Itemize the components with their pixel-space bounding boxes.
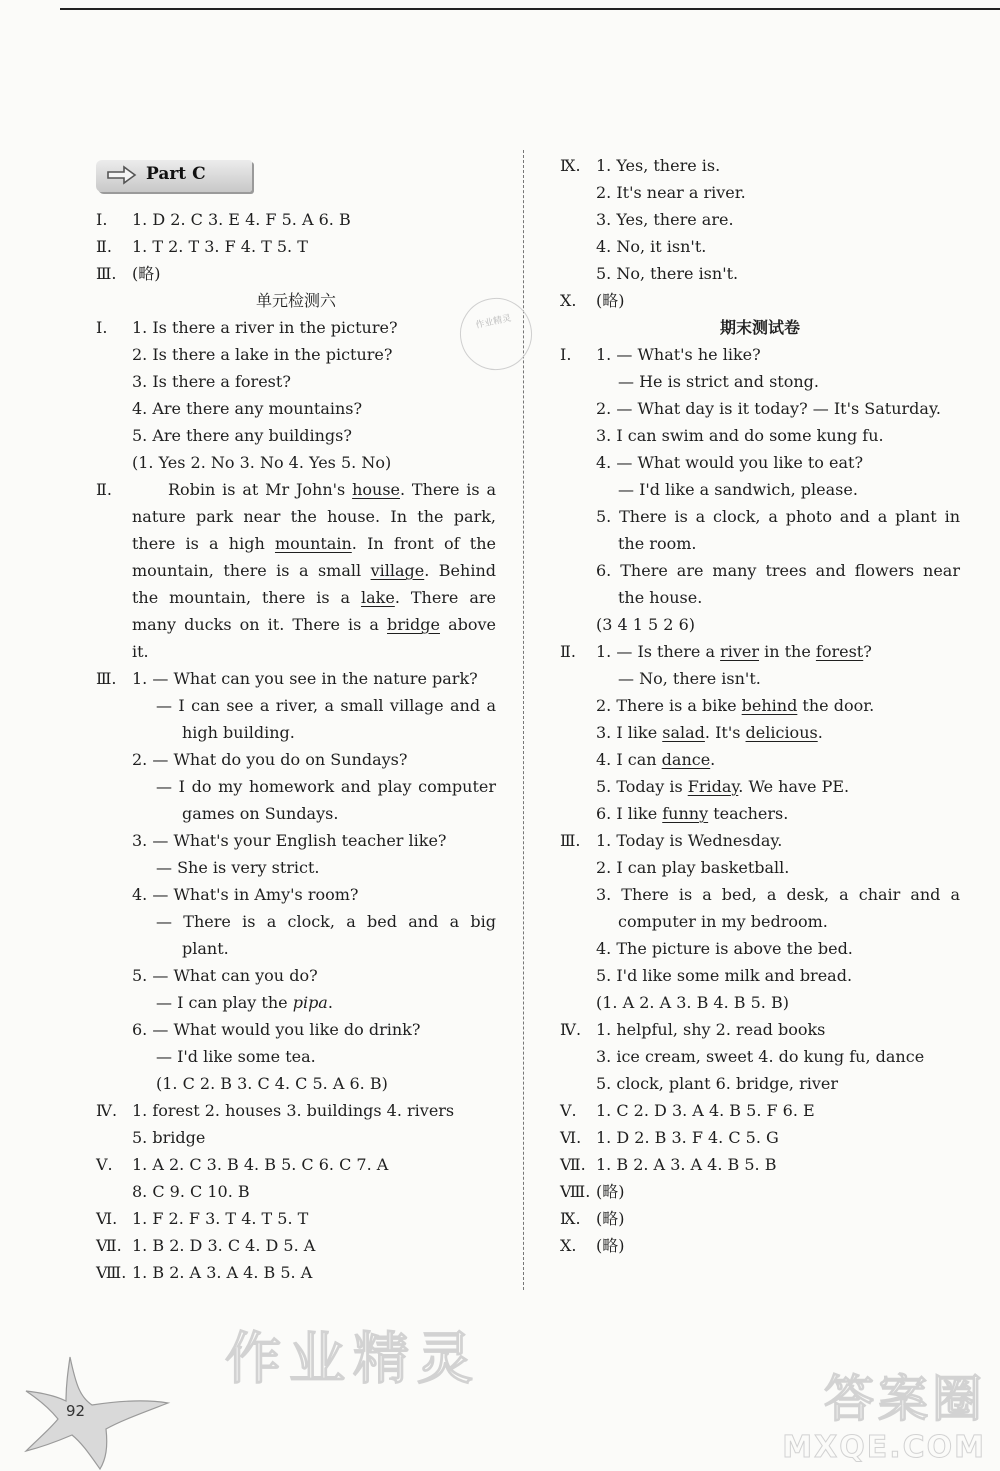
answer-line: 5. I'd like some milk and bread. xyxy=(596,966,853,985)
corner-watermark-logo: 答案圈 xyxy=(824,1370,986,1428)
answer-line: Ⅲ. 1. Today is Wednesday. xyxy=(560,827,960,854)
final-section-3-10 xyxy=(560,827,960,1259)
answer-line: 5. Today is Friday. We have PE. xyxy=(596,777,850,796)
passage-line: nature park near the house. In the park, xyxy=(132,507,496,526)
part-c-lines xyxy=(96,206,496,287)
answer-line: computer in my bedroom. xyxy=(618,912,828,931)
answer-line: 4. — What's in Amy's room? xyxy=(132,885,359,904)
answer-text: 1. T 2. T 3. F 4. T 5. T xyxy=(132,237,308,256)
blank-answer: Friday xyxy=(687,777,739,796)
answer-line: Ⅶ. 1. B 2. D 3. C 4. D 5. A xyxy=(96,1232,496,1259)
blank-answer: forest xyxy=(815,642,864,661)
roman-numeral xyxy=(96,449,132,476)
passage-line: Ⅱ. Robin is at Mr John's house. There is a xyxy=(96,476,496,503)
roman-numeral: Ⅹ. xyxy=(560,1236,577,1255)
answer-line: Ⅱ. 1. — Is there a river in the forest? xyxy=(560,638,960,665)
answer-line: 3. There is a bed, a desk, a chair and a xyxy=(596,885,960,904)
passage-line: there is a high mountain. In front of the xyxy=(132,534,496,553)
answer-line: — I can see a river, a small village and a xyxy=(156,696,496,715)
roman-numeral: Ⅰ. xyxy=(560,345,572,364)
answer-text: 1. D 2. C 3. E 4. F 5. A 6. B xyxy=(132,210,351,229)
unit6-title: 单元检测六 xyxy=(255,291,336,310)
answer-line: — No, there isn't. xyxy=(618,669,761,688)
answer-line: 8. C 9. C 10. B xyxy=(132,1182,250,1201)
starfish-icon xyxy=(22,1355,172,1471)
roman-numeral: Ⅲ. xyxy=(96,264,117,283)
answer-text: 2. Is there a lake in the picture? xyxy=(132,345,393,364)
answer-line: 2. I can play basketball. xyxy=(596,858,790,877)
answer-line: games on Sundays. xyxy=(182,804,339,823)
answer-line: 2. It's near a river. xyxy=(596,183,746,202)
answer-line: Ⅴ. 1. A 2. C 3. B 4. B 5. C 6. C 7. A xyxy=(96,1151,496,1178)
answer-line xyxy=(96,341,496,368)
answer-line: 3. ice cream, sweet 4. do kung fu, dance xyxy=(596,1047,925,1066)
roman-numeral: Ⅰ. xyxy=(96,210,108,229)
blank-answer: dance xyxy=(661,750,711,769)
blank-answer: funny xyxy=(662,804,709,823)
roman-numeral: Ⅲ. xyxy=(560,831,581,850)
answer-line: 4. — What would you like to eat? xyxy=(596,453,864,472)
part-c-banner xyxy=(96,160,252,192)
roman-numeral: Ⅶ. xyxy=(560,1155,586,1174)
answer-line: — I can play the pipa. xyxy=(156,993,333,1012)
top-rule xyxy=(60,8,1000,10)
answer-line xyxy=(96,395,496,422)
roman-numeral: Ⅸ. xyxy=(560,156,581,175)
unit6-section-3 xyxy=(96,665,496,1286)
passage-line: many ducks on it. There is a bridge above xyxy=(132,615,496,634)
answer-line: (3 4 1 5 2 6) xyxy=(596,615,695,634)
answer-line: 4. I can dance. xyxy=(596,750,716,769)
roman-numeral: Ⅰ. xyxy=(96,318,108,337)
stamp-logo: 作业精灵 xyxy=(453,291,538,376)
answer-line: Ⅵ. 1. D 2. B 3. F 4. C 5. G xyxy=(560,1124,960,1151)
answer-line: 5. — What can you do? xyxy=(132,966,318,985)
roman-numeral xyxy=(96,395,132,422)
unit6-section-2-passage xyxy=(96,476,496,665)
answer-line xyxy=(96,422,496,449)
answer-line: Ⅹ. (略) xyxy=(560,287,960,314)
answer-text: 5. Are there any buildings? xyxy=(132,426,352,445)
answer-line: Ⅳ. 1. helpful, shy 2. read books xyxy=(560,1016,960,1043)
blank-answer: behind xyxy=(741,696,798,715)
unit6-section-9-10 xyxy=(560,152,960,314)
answer-line: 3. Yes, there are. xyxy=(596,210,734,229)
answer-line: the house. xyxy=(618,588,703,607)
answer-line xyxy=(96,449,496,476)
answer-line: Ⅶ. 1. B 2. A 3. A 4. B 5. B xyxy=(560,1151,960,1178)
roman-numeral: Ⅵ. xyxy=(96,1209,118,1228)
answer-line: (1. A 2. A 3. B 4. B 5. B) xyxy=(596,993,789,1012)
answer-line: 5. clock, plant 6. bridge, river xyxy=(596,1074,839,1093)
answer-text: 3. Is there a forest? xyxy=(132,372,291,391)
answer-line: 5. bridge xyxy=(132,1128,206,1147)
roman-numeral: Ⅱ. xyxy=(96,480,112,499)
blank-answer: house xyxy=(352,480,400,499)
passage-line: it. xyxy=(132,642,149,661)
final-section-2 xyxy=(560,638,960,827)
answer-line: (1. C 2. B 3. C 4. C 5. A 6. B) xyxy=(156,1074,388,1093)
page-number: 92 xyxy=(66,1402,86,1420)
answer-line: 4. The picture is above the bed. xyxy=(596,939,853,958)
answer-line xyxy=(96,233,496,260)
site-watermark: MXQE.COM xyxy=(782,1430,986,1465)
answer-line: — He is strict and stong. xyxy=(618,372,819,391)
roman-numeral: Ⅷ. xyxy=(560,1182,591,1201)
answer-line: Ⅲ. 1. — What can you see in the nature park? xyxy=(96,669,478,688)
answer-line xyxy=(96,260,496,287)
answer-line: 2. — What day is it today? — It's Saturday. xyxy=(596,399,941,418)
answer-line xyxy=(96,206,496,233)
answer-text: 1. Is there a river in the picture? xyxy=(132,318,398,337)
answer-line: Ⅵ. 1. F 2. F 3. T 4. T 5. T xyxy=(96,1205,496,1232)
roman-numeral: Ⅳ. xyxy=(96,1101,118,1120)
blank-answer: lake xyxy=(360,588,395,607)
roman-numeral: Ⅱ. xyxy=(560,642,576,661)
answer-line: — I do my homework and play computer xyxy=(156,777,496,796)
roman-numeral: Ⅳ. xyxy=(560,1020,582,1039)
answer-line: the room. xyxy=(618,534,697,553)
final-section-1 xyxy=(560,341,960,638)
answer-line: — She is very strict. xyxy=(156,858,320,877)
answer-text: 4. Are there any mountains? xyxy=(132,399,363,418)
answer-line: Ⅴ. 1. C 2. D 3. A 4. B 5. F 6. E xyxy=(560,1097,960,1124)
left-column xyxy=(96,206,496,1286)
answer-text: (略) xyxy=(132,264,161,283)
answer-line: 4. No, it isn't. xyxy=(596,237,707,256)
roman-numeral xyxy=(96,341,132,368)
answer-line: 3. I like salad. It's delicious. xyxy=(596,723,823,742)
answer-line: Ⅰ. 1. — What's he like? xyxy=(560,341,960,368)
passage-line: the mountain, there is a lake. There are xyxy=(132,588,496,607)
answer-line: plant. xyxy=(182,939,229,958)
answer-line xyxy=(96,368,496,395)
arrow-right-icon xyxy=(106,164,138,186)
answer-line: high building. xyxy=(182,723,295,742)
answer-line: 3. — What's your English teacher like? xyxy=(132,831,447,850)
answer-line: 6. — What would you like do drink? xyxy=(132,1020,421,1039)
answer-line: — I'd like a sandwich, please. xyxy=(618,480,858,499)
blank-answer: village xyxy=(370,561,425,580)
answer-line: — I'd like some tea. xyxy=(156,1047,316,1066)
blank-answer: river xyxy=(720,642,760,661)
answer-line: — There is a clock, a bed and a big xyxy=(156,912,496,931)
answer-line: 6. There are many trees and flowers near xyxy=(596,561,960,580)
answer-line: 5. There is a clock, a photo and a plant in xyxy=(596,507,960,526)
blank-answer: delicious xyxy=(745,723,818,742)
final-exam-title: 期末测试卷 xyxy=(719,318,800,337)
answer-line: 2. There is a bike behind the door. xyxy=(596,696,875,715)
roman-numeral: Ⅴ. xyxy=(560,1101,577,1120)
blank-answer: salad xyxy=(662,723,705,742)
answer-line: Ⅳ. 1. forest 2. houses 3. buildings 4. rivers xyxy=(96,1097,496,1124)
roman-numeral xyxy=(96,422,132,449)
answer-line: Ⅸ. (略) xyxy=(560,1205,960,1232)
watermark: 作业精灵 xyxy=(225,1327,481,1392)
answer-line: Ⅹ. (略) xyxy=(560,1232,960,1259)
right-column xyxy=(560,152,960,1259)
roman-numeral: Ⅱ. xyxy=(96,237,112,256)
part-c-title: Part C xyxy=(146,164,206,184)
roman-numeral: Ⅷ. xyxy=(96,1263,127,1282)
blank-answer: mountain xyxy=(274,534,352,553)
answer-line: Ⅷ. 1. B 2. A 3. A 4. B 5. A xyxy=(96,1259,496,1286)
blank-answer: bridge xyxy=(387,615,440,634)
passage-line: mountain, there is a small village. Behind xyxy=(132,561,496,580)
roman-numeral: Ⅴ. xyxy=(96,1155,113,1174)
answer-line xyxy=(96,314,496,341)
answer-line: 5. No, there isn't. xyxy=(596,264,739,283)
roman-numeral xyxy=(96,368,132,395)
roman-numeral: Ⅶ. xyxy=(96,1236,122,1255)
answer-line: 3. I can swim and do some kung fu. xyxy=(596,426,884,445)
answer-line: 2. — What do you do on Sundays? xyxy=(132,750,408,769)
answer-line: 6. I like funny teachers. xyxy=(596,804,789,823)
answer-line: Ⅸ. 1. Yes, there is. xyxy=(560,152,960,179)
roman-numeral: Ⅹ. xyxy=(560,291,577,310)
answer-text: (1. Yes 2. No 3. No 4. Yes 5. No) xyxy=(132,453,392,472)
answer-line: Ⅷ. (略) xyxy=(560,1178,960,1205)
unit6-section-1 xyxy=(96,314,496,476)
roman-numeral: Ⅵ. xyxy=(560,1128,582,1147)
roman-numeral: Ⅸ. xyxy=(560,1209,581,1228)
